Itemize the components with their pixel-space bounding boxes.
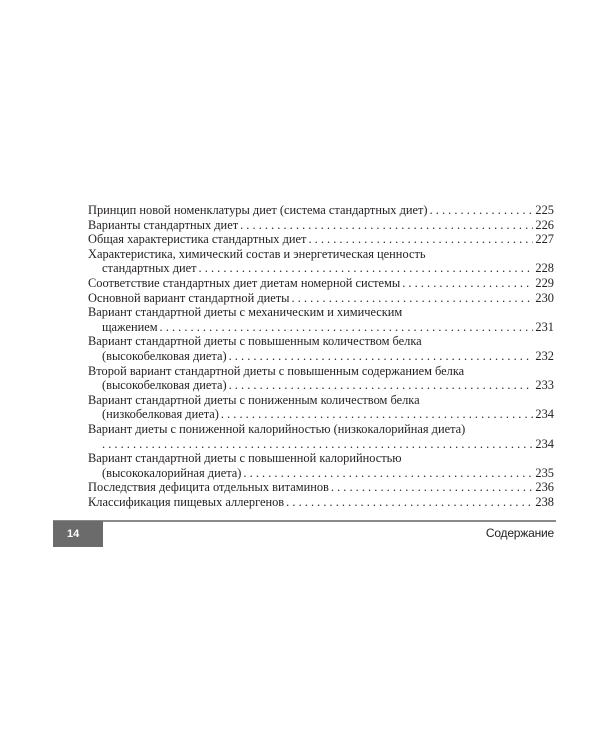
toc-entry: [88, 495, 554, 510]
toc-entry-title: Вариант диеты с пониженной калорийностью (низкокалорийная диета): [88, 421, 466, 436]
leader-dots: [243, 466, 533, 481]
running-footer-title: Содержание: [485, 526, 554, 540]
table-of-contents: [88, 203, 554, 509]
footer-divider: [53, 520, 556, 522]
toc-entry-continuation: [88, 349, 554, 364]
toc-entry-title: Вариант стандартной диеты с пониженным количеством белка: [88, 392, 420, 407]
toc-entry: [88, 480, 554, 495]
toc-entry: [88, 232, 554, 247]
toc-entry-continuation: [88, 466, 554, 481]
toc-entry: [88, 291, 554, 306]
toc-entry-continuation: [88, 437, 554, 452]
toc-page-number: 231: [535, 319, 554, 334]
toc-entry: [88, 218, 554, 233]
leader-dots: [308, 232, 533, 247]
toc-page-number: 230: [535, 290, 554, 305]
toc-page-number: 226: [535, 217, 554, 232]
page-number-badge: [53, 521, 103, 547]
toc-entry-title: Варианты стандартных диет: [88, 217, 239, 232]
toc-entry-title: Принцип новой номенклатуры диет (система стандартных диет): [88, 203, 428, 217]
toc-entry-title: Характеристика, химический состав и энергетическая ценность: [88, 246, 426, 261]
leader-dots: [240, 218, 533, 233]
toc-entry: [88, 203, 554, 218]
toc-entry-title: (высокобелковая диета): [102, 378, 227, 393]
toc-entry-title: Вариант стандартной диеты с механическим и химическим: [88, 305, 403, 320]
toc-entry-continuation: [88, 407, 554, 422]
toc-entry-continuation: [88, 320, 554, 335]
toc-page-number: 229: [535, 275, 554, 290]
toc-entry-title: щажением: [102, 319, 158, 334]
toc-entry-title: Классификация пищевых аллергенов: [88, 494, 285, 509]
leader-dots: [229, 378, 534, 393]
toc-entry: [88, 276, 554, 291]
toc-entry-title: (низкобелковая диета): [102, 407, 219, 422]
toc-entry-title: Вариант стандартной диеты с повышенным количеством белка: [88, 334, 422, 349]
toc-entry-first-line: [88, 451, 554, 466]
toc-entry-continuation: [88, 261, 554, 276]
toc-entry-continuation: [88, 378, 554, 393]
leader-dots: [292, 291, 534, 306]
toc-entry-title: Вариант стандартной диеты с повышенной калорийностью: [88, 451, 402, 466]
toc-entry-first-line: [88, 393, 554, 408]
leader-dots: [229, 349, 534, 364]
toc-entry-title: стандартных диет: [102, 261, 197, 276]
toc-entry-title: Общая характеристика стандартных диет: [88, 232, 307, 247]
toc-page-number: 232: [535, 348, 554, 363]
toc-entry-title: (высококалорийная диета): [102, 465, 242, 480]
toc-entry-title: Основной вариант стандартной диеты: [88, 290, 290, 305]
leader-dots: [199, 261, 534, 276]
leader-dots: [430, 203, 534, 218]
toc-page-number: 227: [535, 232, 554, 247]
toc-entry-title: Соответствие стандартных диет диетам номерной системы: [88, 275, 401, 290]
toc-entry-first-line: [88, 247, 554, 262]
leader-dots: [221, 407, 534, 422]
toc-page-number: 225: [535, 203, 554, 217]
leader-dots: [286, 495, 533, 510]
toc-entry-first-line: [88, 364, 554, 379]
toc-page-number: 238: [535, 494, 554, 509]
toc-page-number: 236: [535, 480, 554, 495]
toc-entry-title: Последствия дефицита отдельных витаминов: [88, 480, 329, 495]
toc-page-number: 234: [535, 436, 554, 451]
toc-entry-title: Второй вариант стандартной диеты с повышенным содержанием белка: [88, 363, 465, 378]
toc-entry-first-line: [88, 334, 554, 349]
leader-dots: [331, 480, 534, 495]
page-number: 14: [67, 528, 80, 540]
toc-page-number: 228: [535, 261, 554, 276]
toc-entry-title: (высокобелковая диета): [102, 348, 227, 363]
leader-dots: [160, 320, 534, 335]
leader-dots: [402, 276, 533, 291]
toc-page-number: 235: [535, 465, 554, 480]
toc-page-number: 233: [535, 378, 554, 393]
toc-entry-first-line: [88, 422, 554, 437]
leader-dots: [102, 437, 533, 452]
toc-page-number: 234: [535, 407, 554, 422]
toc-entry-first-line: [88, 305, 554, 320]
